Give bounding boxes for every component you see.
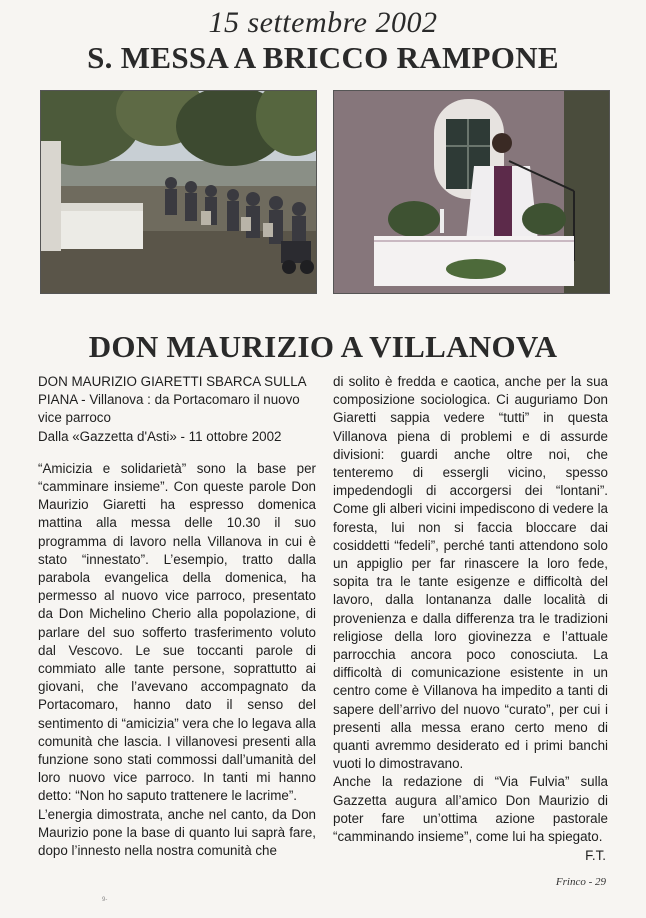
article-paragraph-3: Anche la redazione di “Via Fulvia” sulla Gazzetta augura all’amico Don Maurizio di poter fare un’ottima azione pastorale “camminando insieme”, come lui ha spiegato. — [333, 774, 608, 845]
article-headline: DON MAURIZIO GIARETTI SBARCA SULLA PIANA - Villanova : da Portacomaro il nuovo vice parroco — [38, 374, 306, 426]
article-paragraph-2-start: L’energia dimostrata, anche nel canto, da Don Maurizio pone la base di quanto lui saprà fare, dopo l’innesto nella nostra comunità che — [38, 806, 316, 859]
article-title: DON MAURIZIO A VILLANOVA — [88, 329, 558, 364]
page-title: S. MESSA A BRICCO RAMPONE — [87, 40, 559, 75]
page-footer: Frinco - 29 — [555, 876, 606, 888]
photo-congregation — [40, 90, 317, 294]
article-paragraph-1: “Amicizia e solidarietà” sono la base per “camminare insieme”. Con queste parole Don Maurizio Giaretti ha espresso domenica mattina alla messa delle 10.30 il suo programma di lavoro nella Villanova in cui è stato “innestato”. L’esempio, tratto dalla parabola evangelica della domenica, ha permesso al nuovo vice parroco, presentato da Don Michelino Cherio alla popolazione, di parlare del suo sofferto trasferimento voluto dal Vescovo. Le sue toccanti parole di commiato alle tante persone, soprattutto ai giovani, che l’avevano accompagnato da Portacomaro, hanno dato il senso del sentimento di “amicizia” vera che lo legava alla comunità che lascia. I villanovesi presenti alla funzione sono stati commossi dall’umanità del loro nuovo vice parroco. In tanti mi hanno detto: “Non ho saputo trattenere le lacrime”. — [38, 460, 316, 804]
article-column-right — [333, 373, 608, 846]
photo-priest-altar — [333, 90, 610, 294]
article-source: Dalla «Gazzetta d'Asti» - 11 ottobre 2002 — [38, 428, 282, 444]
article-paragraph-2-continued: di solito è fredda e caotica, anche per la sua composizione sociologica. Ci auguriamo Don Giaretti sappia vedere “tutti” in questa Villanova piena di problemi e di assurde divisioni: guardi anche oltre noi, che tenteremo di essergli vicino, spesso impedendogli di accorgersi dei “lontani”. Come gli alberi vicini impediscono di vedere la foresta, lui non si faccia bloccare dai cosiddetti “fedeli”, perché tanti attendono solo un appiglio per far rinascere la loro fede, sopita tra le tante esigenze e difficoltà del lavoro, dalla lontananza dalle località di provenienza e dalla differenza tra le tradizioni religiose della loro giovinezza e l’attuale parrocchia ancora poco conosciuta. La difficoltà di comunicazione esistente in un centro come è Villanova ha impedito a tanti di sapere dell’arrivo del nuovo “curato”, per cui i presenti alla messa erano certo meno di quanti avremmo desiderato ed i primi banchi vuoti lo dimostravano. — [333, 374, 608, 772]
print-mark: 9- — [102, 897, 108, 903]
article-signature: F.T. — [585, 848, 606, 863]
article-column-left — [38, 373, 316, 860]
page-date: 15 settembre 2002 — [208, 6, 438, 39]
